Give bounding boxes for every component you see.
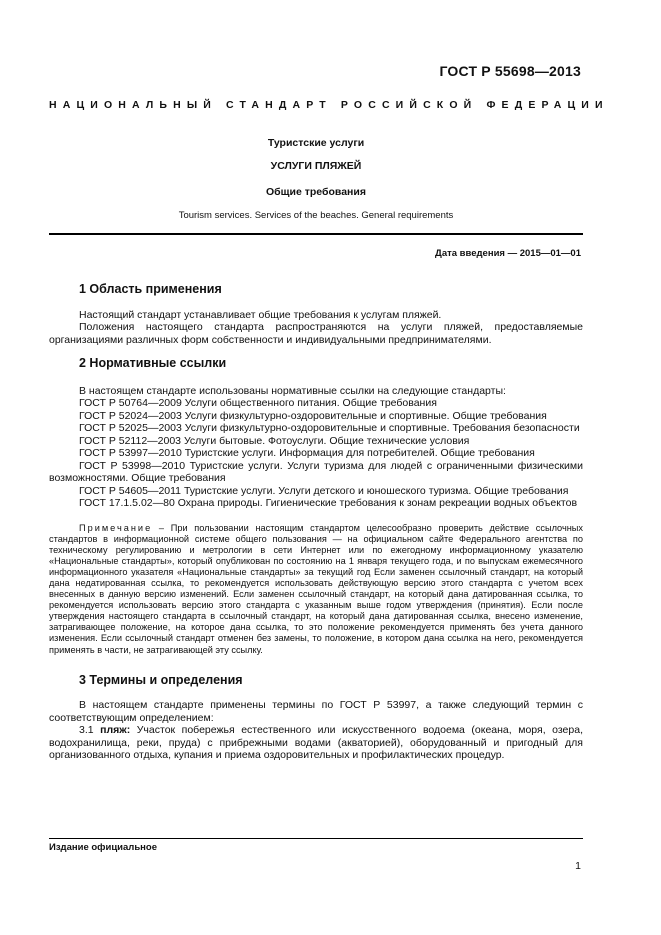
reference-item: ГОСТ 17.1.5.02—80 Охрана природы. Гигиенические требования к зонам рекреации водных объектов bbox=[79, 497, 578, 509]
document-title: УСЛУГИ ПЛЯЖЕЙ bbox=[270, 160, 362, 172]
section-terms-definitions bbox=[49, 674, 583, 762]
document-body bbox=[49, 283, 583, 762]
reference-item: ГОСТ Р 50764—2009 Услуги общественного питания. Общие требования bbox=[79, 397, 437, 409]
reference-item: ГОСТ Р 52024—2003 Услуги физкультурно-оздоровительные и спортивные. Общие требования bbox=[79, 409, 547, 422]
term-name: пляж: bbox=[100, 724, 131, 737]
reference-item: ГОСТ Р 53998—2010 Туристские услуги. Услуги туризма для людей с ограниченными физическими возможностями. Общие требования bbox=[49, 459, 583, 484]
section-heading: 1 Область применения bbox=[79, 282, 222, 296]
document-subject: Туристские услуги bbox=[267, 137, 365, 149]
term-definition bbox=[49, 724, 583, 762]
page-number: 1 bbox=[575, 860, 581, 872]
section-normative-references bbox=[49, 357, 583, 656]
paragraph: В настоящем стандарте использованы нормативные ссылки на следующие стандарты: bbox=[79, 384, 506, 397]
gost-number: ГОСТ Р 55698—2013 bbox=[439, 63, 581, 79]
reference-item: ГОСТ Р 54605—2011 Туристские услуги. Услуги детского и юношеского туризма. Общие требования bbox=[79, 484, 569, 497]
title-divider bbox=[49, 233, 583, 235]
introduction-date: Дата введения — 2015—01—01 bbox=[435, 248, 581, 259]
paragraph: Настоящий стандарт устанавливает общие требования к услугам пляжей. bbox=[79, 308, 442, 321]
reference-item: ГОСТ Р 52112—2003 Услуги бытовые. Фотоуслуги. Общие технические условия bbox=[79, 434, 470, 447]
reference-item: ГОСТ Р 53997—2010 Туристские услуги. Информация для потребителей. Общие требования bbox=[79, 447, 535, 459]
term-number: 3.1 bbox=[79, 724, 101, 737]
section-heading: 3 Термины и определения bbox=[79, 672, 243, 687]
term-text: Участок побережья естественного или искусственного водоема (океана, моря, озера, водохранилища, реки, пруда) с прибрежными водами (акваторией), оборудованный и пригодный для организованного отдыха, купания и приема оздоровительных и профилактических процедур. bbox=[49, 724, 583, 762]
note bbox=[49, 523, 583, 656]
note-label: Примечание bbox=[79, 522, 153, 533]
document-subtitle: Общие требования bbox=[266, 186, 366, 198]
section-heading: 2 Нормативные ссылки bbox=[79, 356, 227, 370]
national-standard-banner: НАЦИОНАЛЬНЫЙ СТАНДАРТ РОССИЙСКОЙ ФЕДЕРАЦИИ bbox=[49, 99, 609, 111]
paragraph: Положения настоящего стандарта распространяются на услуги пляжей, предоставляемые организациями различных форм собственности и индивидуальными предпринимателями. bbox=[49, 321, 583, 346]
english-title: Tourism services. Services of the beaches. General requirements bbox=[178, 210, 454, 221]
footer-divider bbox=[49, 838, 583, 839]
note-text: – При пользовании настоящим стандартом целесообразно проверить действие ссылочных стандартов в информационной системе общего пользования — на официальном сайте Федерального агентства по техническому регулированию и метрологии в сети Интернет или по ежегодному информационному указателю «Национальные стандарты», который опубликован по состоянию на 1 января текущего года, и по выпускам ежемесячного информационного указателя «Национальные стандарты» за текущий год Если заменен ссылочный стандарт, на который дана недатированная ссылка, то рекомендуется использовать действующую версию этого стандарта с учетом всех внесенных в данную версию изменений. Если заменен ссылочный стандарт, на который дана датированная ссылка, то рекомендуется использовать версию этого стандарта с указанным выше годом утверждения (принятия). Если после утверждения настоящего стандарта в ссылочный стандарт, на который дана датированная ссылка, внесено изменение, затрагивающее положение, на которое дана ссылка, то это положение рекомендуется применять без учета данного изменения. Если ссылочный стандарт отменен без замены, то положение, в котором дана ссылка на него, рекомендуется применять в части, не затрагивающей эту ссылку. bbox=[49, 522, 583, 655]
edition-label: Издание официальное bbox=[49, 842, 157, 853]
paragraph: В настоящем стандарте применены термины по ГОСТ Р 53997, а также следующий термин с соответствующим определением: bbox=[49, 699, 583, 724]
reference-item: ГОСТ Р 52025—2003 Услуги физкультурно-оздоровительные и спортивные. Требования безопасности bbox=[79, 422, 580, 434]
note-paragraph bbox=[49, 523, 583, 656]
section-scope bbox=[49, 283, 583, 346]
